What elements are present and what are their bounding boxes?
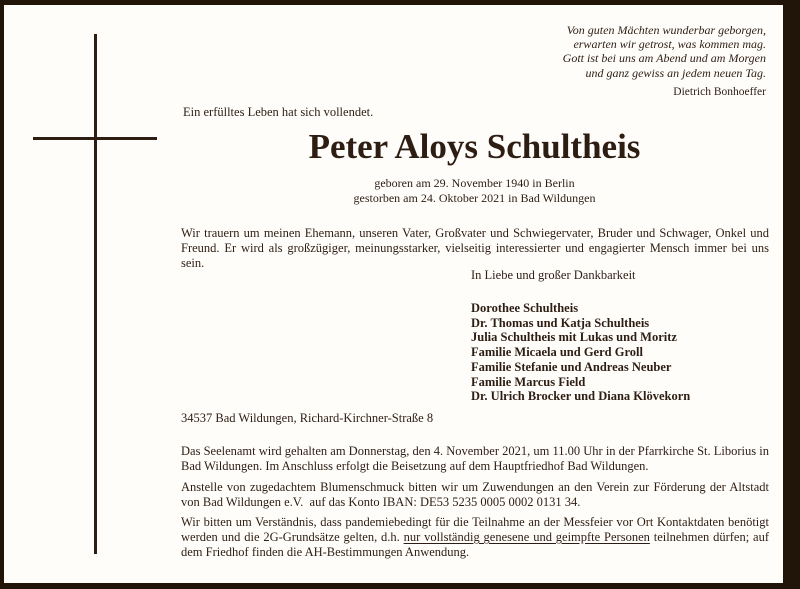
mourners-list: [471, 301, 690, 404]
mourner-name: Familie Micaela und Gerd Groll: [471, 345, 643, 360]
covid-underlined-text: nur vollständig genesene und geimpfte Personen: [403, 530, 650, 544]
epigraph-line: Von guten Mächten wunderbar geborgen,: [566, 23, 766, 37]
epigraph-line: Gott ist bei uns am Abend und am Morgen: [562, 51, 766, 66]
dedication-line: In Liebe und großer Dankbarkeit: [471, 268, 636, 282]
donations-paragraph: Anstelle von zugedachtem Blumenschmuck bitten wir um Zuwendungen an den Verein zur Förderung der Altstadt von Bad Wildungen e.V. auf das Konto IBAN: DE53 5235 0005 0002 0131 34.: [181, 480, 769, 509]
death-line: gestorben am 24. Oktober 2021 in Bad Wildungen: [353, 191, 596, 205]
mourner-name: Dr. Thomas und Katja Schultheis: [471, 315, 650, 330]
opening-line: Ein erfülltes Leben hat sich vollendet.: [183, 105, 374, 119]
mourner-name: Familie Marcus Field: [471, 374, 586, 389]
tribute-paragraph: Wir trauern um meinen Ehemann, unseren Vater, Großvater und Schwiegervater, Bruder und Schwager, Onkel und Freund. Er wird als großzügiger, meinungsstarker, vielseitig interessierter und engagierter Mensch immer bei uns sein.: [181, 226, 769, 270]
frame-top-bar: [0, 0, 800, 5]
page-title-deceased-name: Peter Aloys Schultheis: [308, 127, 641, 166]
mourner-name: Julia Schultheis mit Lukas und Moritz: [471, 330, 677, 345]
frame-left-bar: [0, 0, 4, 589]
mourner-name: Dorothee Schultheis: [471, 301, 579, 315]
life-dates: [180, 176, 769, 206]
epigraph-author: Dietrich Bonhoeffer: [673, 85, 766, 98]
birth-line: geboren am 29. November 1940 in Berlin: [374, 176, 575, 190]
mourner-name: Familie Stefanie und Andreas Neuber: [471, 359, 672, 374]
frame-right-bar: [783, 0, 800, 589]
deceased-name-block: [180, 128, 769, 206]
covid-notice-pre: Wir bitten um Verständnis, dass pandemiebedingt für die Teilnahme an der Messfeier vor Ort Kontaktdaten benötigt werden und die 2G-Grundsätze gelten, d.h.: [181, 515, 769, 544]
cross-arm-line: [33, 137, 157, 140]
covid-notice-post: teilnehmen dürfen; auf dem Friedhof finden die AH-Bestimmungen Anwendung.: [181, 530, 769, 559]
frame-bottom-bar: [0, 583, 800, 589]
epigraph-line: und ganz gewiss an jedem neuen Tag.: [585, 65, 766, 80]
service-paragraph: Das Seelenamt wird gehalten am Donnerstag, den 4. November 2021, um 11.00 Uhr in der Pfarrkirche St. Liborius in Bad Wildungen. Im Anschluss erfolgt die Beisetzung auf dem Hauptfriedhof Bad Wildungen.: [181, 444, 769, 473]
epigraph-line: erwarten wir getrost, was kommen mag.: [573, 37, 766, 52]
covid-notice-paragraph: [181, 515, 769, 560]
address-line: 34537 Bad Wildungen, Richard-Kirchner-Straße 8: [181, 411, 434, 425]
cross-stem-line: [94, 34, 97, 554]
epigraph: [563, 23, 766, 99]
mourner-name: Dr. Ulrich Brocker und Diana Klövekorn: [471, 389, 691, 404]
